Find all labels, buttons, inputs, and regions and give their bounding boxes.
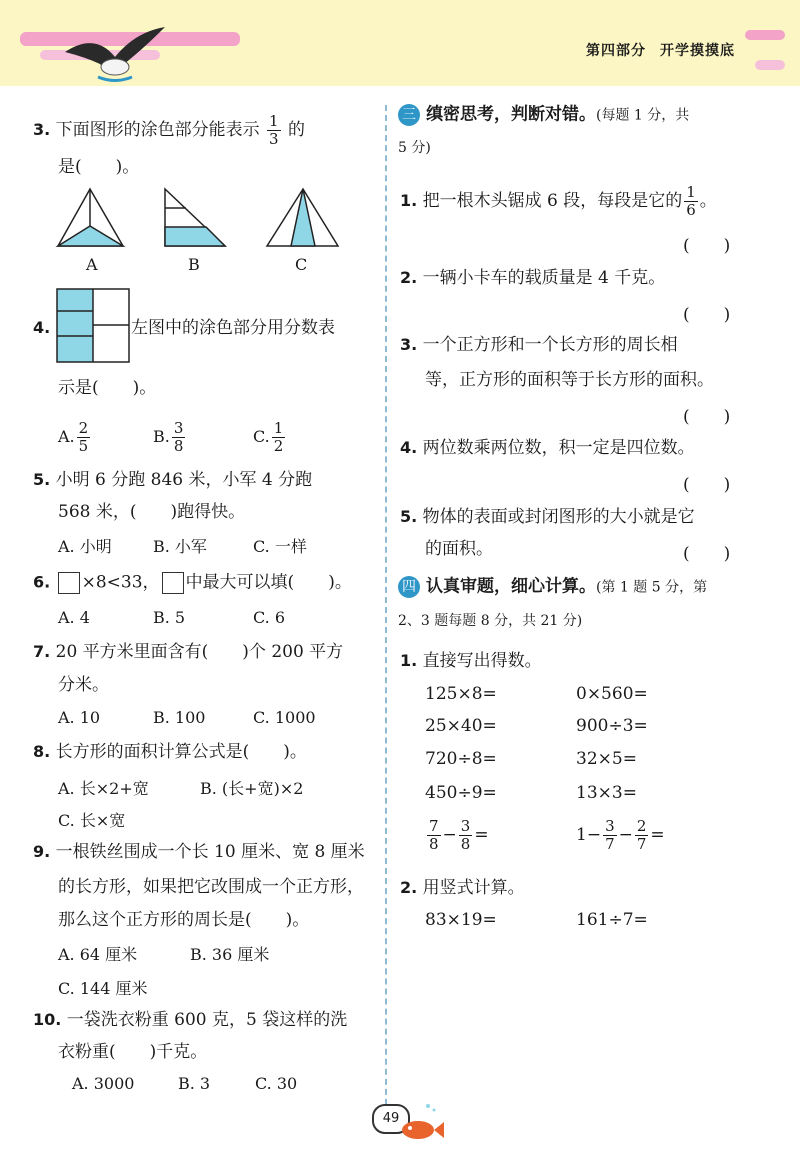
header-decoration <box>755 60 785 70</box>
fish-icon <box>398 1100 446 1146</box>
option-b: B. (长+宽)×2 <box>200 779 304 798</box>
judge-2: 2. 一辆小卡车的载质量是 4 千克。 <box>400 268 666 288</box>
judge-5-line2: 的面积。 <box>425 539 493 559</box>
option-a: A. 10 <box>58 708 101 727</box>
judge-1: 1. 把一根木头锯成 6 段，每段是它的 $\frac{1}{6}$ 。 <box>400 183 717 219</box>
option-c: C. 长×宽 <box>58 811 126 830</box>
question-8: 8. 长方形的面积计算公式是( )。 <box>33 742 307 762</box>
triangle-figures <box>55 186 345 251</box>
calc-fraction-a: $\frac{7}{8}$ − $\frac{3}{8}$ = <box>429 817 489 853</box>
option-a: A. 长×2+宽 <box>58 779 149 798</box>
option-a: A. 4 <box>58 608 90 627</box>
option-b: B. 100 <box>153 708 206 727</box>
answer-blank[interactable]: ( ) <box>683 236 731 256</box>
blank-box <box>162 572 184 594</box>
calc-item: 900÷3= <box>576 716 648 736</box>
calc-1-title: 1. 直接写出得数。 <box>400 651 542 671</box>
judge-4: 4. 两位数乘两位数，积一定是四位数。 <box>400 438 695 458</box>
judge-5: 5. 物体的表面或封闭图形的大小就是它 <box>400 507 695 527</box>
question-4-num: 4. <box>33 318 51 337</box>
answer-blank[interactable]: ( ) <box>683 475 731 495</box>
option-a: A. 64 厘米 <box>58 945 138 964</box>
calc-item: 83×19= <box>425 910 497 930</box>
page-number: 49 <box>372 1104 410 1134</box>
option-c: C. 6 <box>253 608 286 627</box>
question-6: 6. ×8<33， 中最大可以填( )。 <box>33 572 352 593</box>
judge-3: 3. 一个正方形和一个长方形的周长相 <box>400 335 678 355</box>
option-c: C. 1000 <box>253 708 316 727</box>
header-part: 第四部分 <box>586 43 646 59</box>
figure-label-a: A <box>86 255 98 274</box>
square-figure <box>56 288 130 364</box>
option-b: B. 5 <box>153 608 186 627</box>
header-section: 开学摸摸底 <box>660 43 735 59</box>
section-4-note: 2、3 题每题 8 分，共 21 分) <box>398 613 583 629</box>
figure-b <box>165 189 225 246</box>
calc-item: 450÷9= <box>425 783 497 803</box>
question-9-line3: 那么这个正方形的周长是( )。 <box>58 910 310 930</box>
blank-box <box>58 572 80 594</box>
option-c: C. $\frac{1}{2}$ <box>253 419 284 455</box>
section-badge: 三 <box>398 104 420 126</box>
header-title <box>586 40 749 60</box>
answer-blank[interactable]: ( ) <box>683 407 731 427</box>
calc-item: 0×560= <box>576 684 648 704</box>
option-b: B. 36 厘米 <box>190 945 270 964</box>
option-a: A. 3000 <box>72 1074 135 1093</box>
seagull-icon <box>60 22 170 82</box>
calc-2-title: 2. 用竖式计算。 <box>400 878 525 898</box>
option-c: C. 一样 <box>253 537 307 556</box>
header-decoration <box>745 30 785 40</box>
figure-a <box>58 189 123 246</box>
question-3: 3. 下面图形的涂色部分能表示 $\frac{1}{3}$ 的 <box>33 112 305 148</box>
question-7-line2: 分米。 <box>58 675 109 695</box>
option-b: B. 小军 <box>153 537 207 556</box>
figure-label-b: B <box>188 255 200 274</box>
calc-item: 32×5= <box>576 749 637 769</box>
calc-fraction-b: 1− $\frac{3}{7}$ − $\frac{2}{7}$ = <box>576 817 665 853</box>
question-5-line2: 568 米，( )跑得快。 <box>58 502 246 522</box>
question-5: 5. 小明 6 分跑 846 米，小军 4 分跑 <box>33 470 313 490</box>
question-9: 9. 一根铁丝围成一个长 10 厘米、宽 8 厘米 <box>33 842 365 862</box>
judge-3-line2: 等，正方形的面积等于长方形的面积。 <box>425 370 714 390</box>
calc-item: 25×40= <box>425 716 497 736</box>
option-b: B. 3 <box>178 1074 211 1093</box>
question-3-line2: 是( )。 <box>58 157 140 177</box>
fraction: $\frac{1}{3}$ <box>269 112 279 148</box>
question-9-line2: 的长方形，如果把它改围成一个正方形， <box>58 877 364 897</box>
calc-item: 125×8= <box>425 684 497 704</box>
question-4-line2: 示是( )。 <box>58 378 157 398</box>
answer-blank[interactable]: ( ) <box>683 544 731 564</box>
question-10-line2: 衣粉重( )千克。 <box>58 1042 208 1062</box>
question-10: 10. 一袋洗衣粉重 600 克，5 袋这样的洗 <box>33 1010 348 1030</box>
question-7: 7. 20 平方米里面含有( )个 200 平方 <box>33 642 344 662</box>
figure-c <box>267 189 338 246</box>
calc-item: 13×3= <box>576 783 637 803</box>
option-c: C. 144 厘米 <box>58 979 148 998</box>
section-3-note: 5 分) <box>398 140 431 156</box>
option-c: C. 30 <box>255 1074 298 1093</box>
answer-blank[interactable]: ( ) <box>683 305 731 325</box>
section-3-header: 三 缜密思考，判断对错。(每题 1 分，共 <box>398 104 689 126</box>
question-4-text: 左图中的涂色部分用分数表 <box>131 318 335 338</box>
calc-item: 720÷8= <box>425 749 497 769</box>
option-b: B. $\frac{3}{8}$ <box>153 419 184 455</box>
option-a: A. 小明 <box>58 537 112 556</box>
figure-label-c: C <box>295 255 308 274</box>
section-badge: 四 <box>398 576 420 598</box>
section-4-header: 四 认真审题，细心计算。(第 1 题 5 分，第 <box>398 576 707 598</box>
calc-item: 161÷7= <box>576 910 648 930</box>
column-divider <box>385 105 387 1125</box>
option-a: A. $\frac{2}{5}$ <box>58 419 89 455</box>
